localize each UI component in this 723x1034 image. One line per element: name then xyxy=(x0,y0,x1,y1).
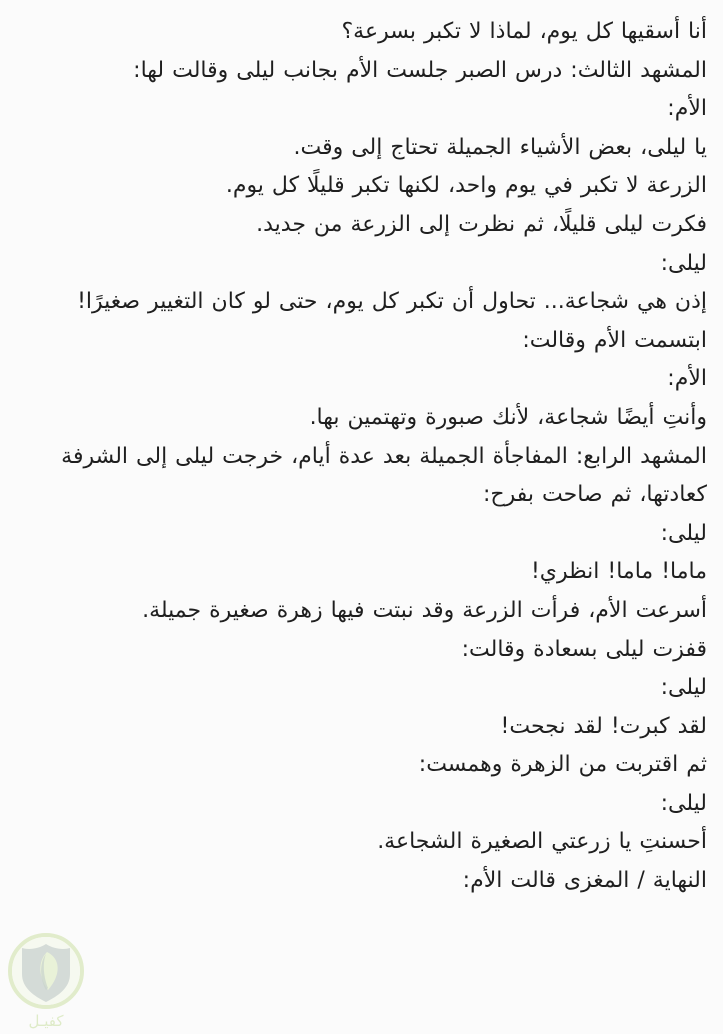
story-line: أحسنتِ يا زرعتي الصغيرة الشجاعة. xyxy=(377,829,707,855)
watermark-label: كفيـل xyxy=(28,1012,64,1030)
story-line: ابتسمت الأم وقالت: xyxy=(522,327,707,353)
story-line: المشهد الثالث: درس الصبر جلست الأم بجانب ليلى وقالت لها: xyxy=(133,57,707,83)
document-page xyxy=(16,0,723,1000)
story-line: النهاية / المغزى قالت الأم: xyxy=(462,868,707,894)
story-line: المشهد الرابع: المفاجأة الجميلة بعد عدة أيام، خرجت ليلى إلى الشرفة كعادتها، ثم صاحت بفرح: xyxy=(61,443,707,508)
story-line: ثم اقتربت من الزهرة وهمست: xyxy=(418,752,707,778)
story-line: فكرت ليلى قليلًا، ثم نظرت إلى الزرعة من جديد. xyxy=(256,211,707,237)
speaker-label: ليلى: xyxy=(660,675,707,701)
speaker-label: ليلى: xyxy=(660,790,707,816)
story-line: أنا أسقيها كل يوم، لماذا لا تكبر بسرعة؟ xyxy=(341,19,707,44)
speaker-label: ليلى: xyxy=(660,250,707,276)
story-line: قفزت ليلى بسعادة وقالت: xyxy=(461,636,707,662)
story-line: أسرعت الأم، فرأت الزرعة وقد نبتت فيها زهرة صغيرة جميلة. xyxy=(142,597,707,623)
speaker-label: ليلى: xyxy=(660,520,707,546)
story-line: وأنتِ أيضًا شجاعة، لأنك صبورة وتهتمين بها. xyxy=(309,404,707,430)
story-line: الزرعة لا تكبر في يوم واحد، لكنها تكبر قليلًا كل يوم. xyxy=(225,173,707,199)
speaker-label: الأم: xyxy=(667,366,707,392)
speaker-label: الأم: xyxy=(667,96,707,122)
story-line: يا ليلى، بعض الأشياء الجميلة تحتاج إلى وقت. xyxy=(293,134,707,160)
story-line: ماما! ماما! انظري! xyxy=(530,559,707,585)
story-line: إذن هي شجاعة... تحاول أن تكبر كل يوم، حتى لو كان التغيير صغيرًا! xyxy=(77,289,707,315)
story-line: لقد كبرت! لقد نجحت! xyxy=(500,713,707,739)
